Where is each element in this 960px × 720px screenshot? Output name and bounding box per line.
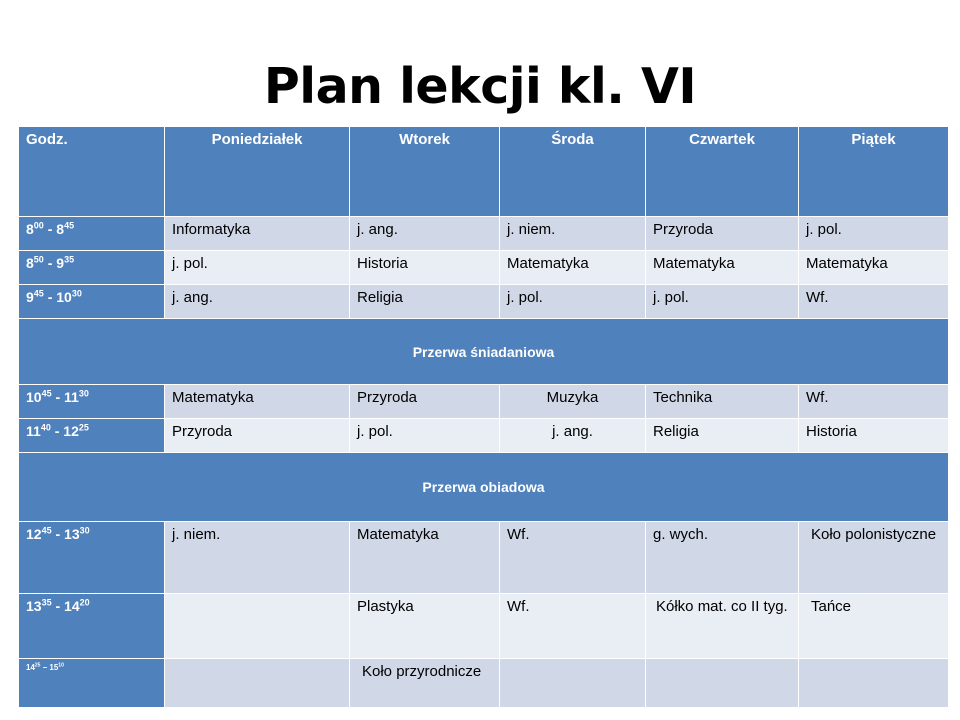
break-row-lunch	[19, 453, 949, 522]
lesson-cell: j. pol.	[350, 419, 500, 453]
lesson-cell: Przyroda	[165, 419, 350, 453]
lesson-cell: Koło przyrodnicze	[350, 659, 500, 708]
header-friday: Piątek	[799, 127, 949, 217]
lesson-cell: Matematyka	[646, 251, 799, 285]
header-row	[19, 127, 949, 217]
lesson-cell: Religia	[350, 285, 500, 319]
page-title: Plan lekcji kl. VI	[263, 58, 697, 115]
lesson-cell: Religia	[646, 419, 799, 453]
lesson-cell	[646, 659, 799, 708]
lesson-cell: Historia	[350, 251, 500, 285]
header-thursday: Czwartek	[646, 127, 799, 217]
lesson-cell: Informatyka	[165, 217, 350, 251]
lesson-cell: j. niem.	[165, 522, 350, 594]
header-monday: Poniedziałek	[165, 127, 350, 217]
lesson-cell: Przyroda	[646, 217, 799, 251]
time-slot: $11^{40} - 12^{25}$	[19, 419, 165, 453]
lesson-cell	[165, 594, 350, 659]
lesson-cell: Historia	[799, 419, 949, 453]
time-slot: $9^{45} - 10^{30}$	[19, 285, 165, 319]
lesson-cell: j. pol.	[646, 285, 799, 319]
header-wednesday: Środa	[500, 127, 646, 217]
time-slot: $12^{45} - 13^{30}$	[19, 522, 165, 594]
lesson-cell: Matematyka	[165, 385, 350, 419]
lesson-cell: Wf.	[500, 522, 646, 594]
schedule-table	[18, 126, 949, 708]
time-slot: $8^{50} - 9^{35}$	[19, 251, 165, 285]
header-hours: Godz.	[19, 127, 165, 217]
time-slot: $8^{00} - 8^{45}$	[19, 217, 165, 251]
lesson-cell: j. ang.	[500, 419, 646, 453]
lesson-row-6	[19, 522, 949, 594]
lesson-cell: j. ang.	[350, 217, 500, 251]
lesson-row-3	[19, 285, 949, 319]
header-tuesday: Wtorek	[350, 127, 500, 217]
break-label: Przerwa śniadaniowa	[19, 319, 949, 385]
lesson-cell: Wf.	[799, 285, 949, 319]
time-slot: $14^{25} - 15^{10}$	[19, 659, 165, 708]
lesson-cell: Tańce	[799, 594, 949, 659]
lesson-cell: Matematyka	[350, 522, 500, 594]
lesson-cell: Kółko mat. co II tyg.	[646, 594, 799, 659]
lesson-row-8	[19, 659, 949, 708]
lesson-row-1	[19, 217, 949, 251]
lesson-cell: g. wych.	[646, 522, 799, 594]
lesson-cell: Wf.	[799, 385, 949, 419]
lesson-cell: Matematyka	[500, 251, 646, 285]
lesson-row-5	[19, 419, 949, 453]
lesson-cell: Muzyka	[500, 385, 646, 419]
time-slot: $10^{45} - 11^{30}$	[19, 385, 165, 419]
lesson-cell: Technika	[646, 385, 799, 419]
lesson-cell	[500, 659, 646, 708]
lesson-cell: j. pol.	[799, 217, 949, 251]
lesson-row-2	[19, 251, 949, 285]
lesson-cell: j. niem.	[500, 217, 646, 251]
lesson-cell: Matematyka	[799, 251, 949, 285]
lesson-cell: j. ang.	[165, 285, 350, 319]
lesson-cell: Koło polonistyczne	[799, 522, 949, 594]
lesson-cell	[165, 659, 350, 708]
lesson-row-7	[19, 594, 949, 659]
break-label: Przerwa obiadowa	[19, 453, 949, 522]
lesson-cell: Wf.	[500, 594, 646, 659]
lesson-cell: j. pol.	[500, 285, 646, 319]
lesson-cell: j. pol.	[165, 251, 350, 285]
lesson-row-4	[19, 385, 949, 419]
lesson-cell: Przyroda	[350, 385, 500, 419]
time-slot: $13^{35} - 14^{20}$	[19, 594, 165, 659]
break-row-breakfast	[19, 319, 949, 385]
lesson-cell	[799, 659, 949, 708]
lesson-cell: Plastyka	[350, 594, 500, 659]
